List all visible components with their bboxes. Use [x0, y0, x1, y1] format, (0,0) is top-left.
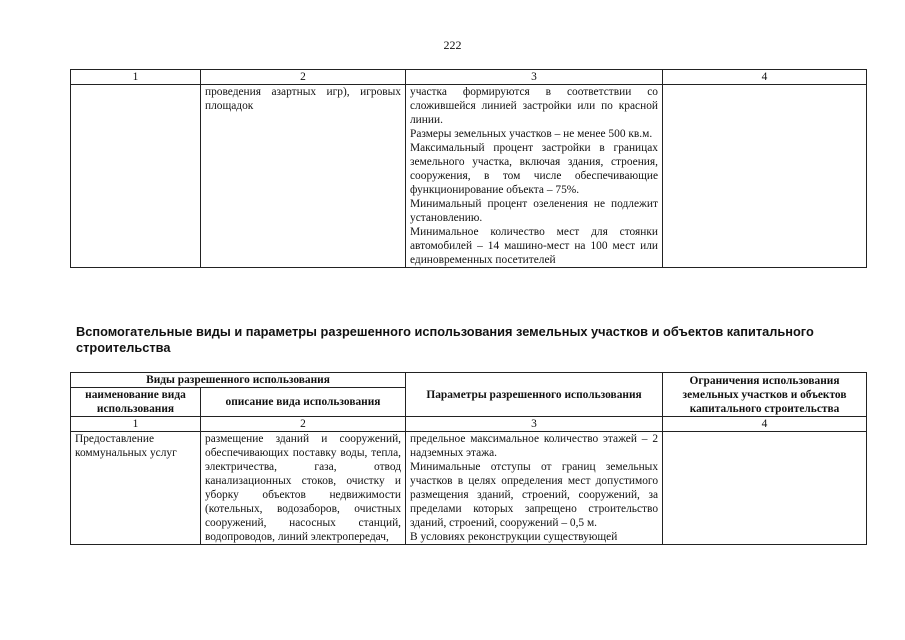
header-row-top [71, 373, 867, 388]
column-number-row [71, 417, 867, 432]
auxiliary-use-table [70, 372, 867, 545]
use-name-header: наименование вида использования [71, 388, 201, 417]
parameter-paragraph: Минимальный процент озеленения не подлежит установлению. [410, 198, 658, 224]
column-number: 1 [71, 417, 201, 432]
column-number: 2 [201, 70, 406, 85]
column-number: 3 [406, 417, 663, 432]
parameter-paragraph: Минимальное количество мест для стоянки автомобилей – 14 машино-мест на 100 мест или единовременных посетителей [410, 226, 658, 266]
parameters-header: Параметры разрешенного использования [406, 373, 663, 417]
use-name-cell: Предоставление коммунальных услуг [71, 432, 201, 545]
parameter-paragraph: Размеры земельных участков – не менее 500 кв.м. [410, 128, 653, 140]
restrictions-header: Ограничения использования земельных участков и объектов капитального строительства [663, 373, 867, 417]
use-description-cell: размещение зданий и сооружений, обеспечивающих поставку воды, тепла, электричества, газа, отвод канализационных стоков, очистку и уборку объектов недвижимости (котельных, водозаборов, очистных сооружений, насосных станций, водопроводов, линий электропередач, [201, 432, 406, 545]
parameter-paragraph: Минимальные отступы от границ земельных участков в целях определения мест допустимого размещения зданий, строений, сооружений, за пределами которых запрещено строительство зданий, строений, сооружений – 0,5 м. [410, 461, 659, 529]
restrictions-cell [663, 432, 867, 545]
parameter-paragraph: В условиях реконструкции существующей [410, 531, 618, 543]
parameter-paragraph: Максимальный процент застройки в границах земельного участка, включая здания, строения, сооружения, в том числе обеспечивающие функционирование объекта – 75%. [410, 142, 658, 196]
section-title: Вспомогательные виды и параметры разрешенного использования земельных участков и объектов капитального строительства [76, 324, 814, 355]
column-number: 4 [663, 70, 867, 85]
parameter-paragraph: участка формируются в соответствии со сложившейся линией застройки или по красной линии. [410, 86, 658, 126]
use-name-cell [71, 85, 201, 268]
table-row [71, 85, 867, 268]
parameters-cell [406, 432, 663, 545]
page-number: 222 [443, 38, 462, 52]
restrictions-cell [663, 85, 867, 268]
use-description-cell: проведения азартных игр), игровых площадок [201, 85, 406, 268]
table-row [71, 432, 867, 545]
column-number: 1 [71, 70, 201, 85]
use-description-header: описание вида использования [201, 388, 406, 417]
parameters-cell [406, 85, 663, 268]
parameter-paragraph: предельное максимальное количество этажей – 2 надземных этажа. [410, 433, 659, 459]
uses-group-header: Виды разрешенного использования [71, 373, 406, 388]
column-number-row [71, 70, 867, 85]
main-use-table-continuation [70, 69, 867, 268]
column-number: 2 [201, 417, 406, 432]
column-number: 4 [663, 417, 867, 432]
column-number: 3 [406, 70, 663, 85]
